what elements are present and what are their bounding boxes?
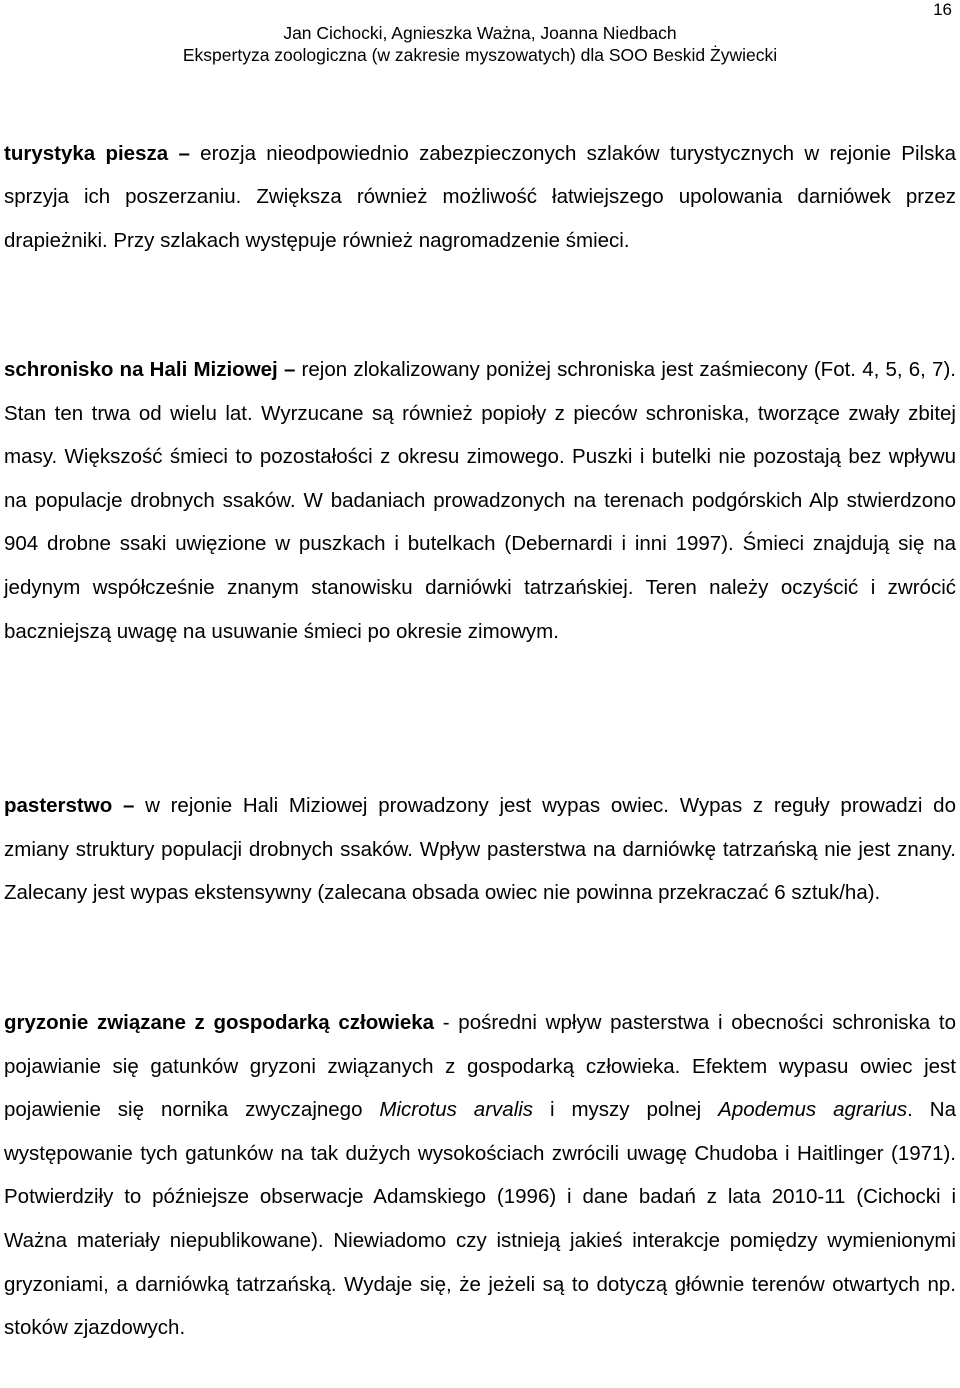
term-dash: – bbox=[283, 358, 296, 381]
paragraph-schronisko bbox=[4, 348, 956, 653]
latin-name-microtus-arvalis: Microtus arvalis bbox=[379, 1098, 534, 1122]
header-title: Ekspertyza zoologiczna (w zakresie myszowatych) dla SOO Beskid Żywiecki bbox=[182, 45, 778, 65]
term-dash: – bbox=[122, 794, 135, 817]
paragraph-text: erozja nieodpowiednio zabezpieczonych szlaków turystycznych w rejonie Pilska sprzyja ich poszerzaniu. Zwiększa również możliwość łatwiejszego upolowania darniówek przez drapieżniki. Przy szlakach występuje również nagromadzenie śmieci. bbox=[4, 142, 956, 252]
term-turystyka-piesza: turystyka piesza bbox=[4, 142, 169, 165]
paragraph-text: rejon zlokalizowany poniżej schroniska jest zaśmiecony (Fot. 4, 5, 6, 7). Stan ten trwa od wielu lat. Wyrzucane są również popioły z pieców schroniska, tworzące zwały zbitej masy. Większość śmieci to pozostałości z okresu zimowego. Puszki i butelki nie pozostają bez wpływu na populacje drobnych ssaków. W badaniach prowadzonych na terenach podgórskich Alp stwierdzono 904 drobne ssaki uwięzione w puszkach i butelkach (Debernardi i inni 1997). Śmieci znajdują się na jedynym współcześnie znanym stanowisku darniówki tatrzańskiej. Teren należy oczyścić i zwrócić baczniejszą uwagę na usuwanie śmieci po okresie zimowym. bbox=[4, 358, 956, 643]
term-dash: – bbox=[178, 142, 190, 165]
running-header bbox=[0, 22, 960, 66]
term-schronisko: schronisko na Hali Miziowej bbox=[4, 358, 278, 381]
paragraph-gryzonie bbox=[4, 1001, 956, 1350]
paragraph-pasterstwo bbox=[4, 784, 956, 915]
term-gryzonie: gryzonie związane z gospodarką człowieka bbox=[4, 1011, 435, 1034]
latin-name-apodemus-agrarius: Apodemus agrarius bbox=[718, 1098, 908, 1122]
term-pasterstwo: pasterstwo bbox=[4, 794, 113, 817]
paragraph-text: i myszy polnej bbox=[533, 1098, 719, 1122]
paragraph-text: w rejonie Hali Miziowej prowadzony jest wypas owiec. Wypas z reguły prowadzi do zmiany struktury populacji drobnych ssaków. Wpływ pasterstwa na darniówkę tatrzańską nie jest znany. Zalecany jest wypas ekstensywny (zalecana obsada owiec nie powinna przekraczać 6 sztuk/ha). bbox=[4, 794, 956, 905]
paragraph-text: - pośredni wpływ pasterstwa i obecności schroniska to pojawianie się gatunków gryzoni związanych z gospodarką człowieka. Efektem wypasu owiec jest pojawienie się nornika zwyczajnego bbox=[4, 1011, 956, 1122]
paragraph-turystyka-piesza bbox=[4, 132, 956, 262]
paragraph-text: . Na występowanie tych gatunków na tak dużych wysokościach zwrócili uwagę Chudoba i Haitlinger (1971). Potwierdziły to późniejsze obserwacje Adamskiego (1996) i dane badań z lata 2010-11 (Cichocki i Ważna materiały niepublikowane). Niewiadomo czy istnieją jakieś interakcje pomiędzy wymienionymi gryzoniami, a darniówką tatrzańską. Wydaje się, że jeżeli są to dotyczą głównie terenów otwartych np. stoków zjazdowych. bbox=[4, 1098, 957, 1340]
page-number: 16 bbox=[933, 0, 952, 19]
header-authors: Jan Cichocki, Agnieszka Ważna, Joanna Niedbach bbox=[283, 23, 677, 43]
